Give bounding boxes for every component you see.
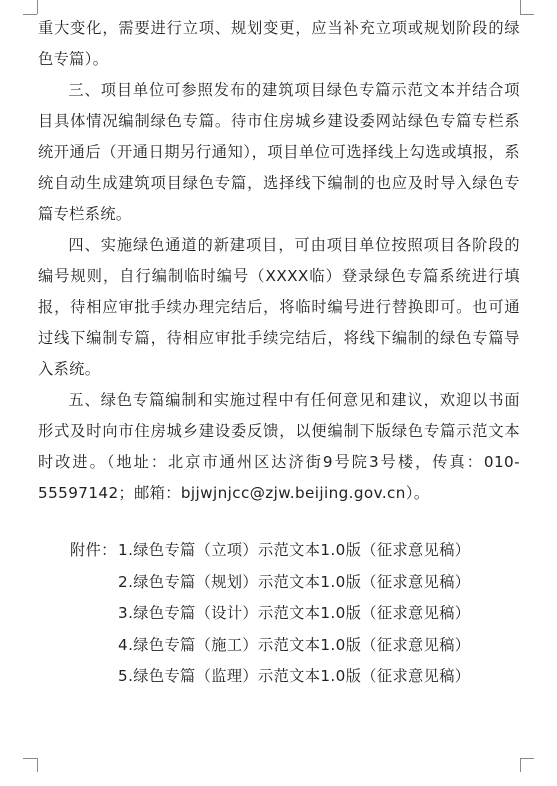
crop-mark-top-left-horizontal [23,14,37,15]
attachment-title: 绿色专篇（规划）示范文本1.0版（征求意见稿） [133,572,471,591]
paragraph-item-5: 五、绿色专篇编制和实施过程中有任何意见和建议，欢迎以书面形式及时向市住房城乡建设委反馈，以便编制下版绿色专篇示范文本时改进。（地址：北京市通州区达济街9号院3号楼，传真：010-55597142；邮箱：bjjwjnjcc@zjw.beijing.gov.cn）。 [38,391,520,502]
attachment-item [70,535,520,567]
attachment-indent [70,598,118,630]
attachment-number: 1. [118,541,134,559]
attachments-list [70,535,520,693]
attachment-indent [70,630,118,662]
crop-mark-top-left-vertical [37,0,38,14]
crop-mark-top-right-vertical [520,0,521,14]
attachment-item [70,661,520,693]
crop-mark-top-right-horizontal [520,14,534,15]
crop-mark-bottom-left-vertical [37,758,38,772]
attachment-title: 绿色专篇（设计）示范文本1.0版（征求意见稿） [133,604,471,622]
attachment-number: 2. [118,572,134,591]
attachment-number: 5. [118,667,134,685]
document-body [38,13,520,509]
attachment-title: 绿色专篇（监理）示范文本1.0版（征求意见稿） [133,667,471,685]
paragraph-continuation: 重大变化，需要进行立项、规划变更，应当补充立项或规划阶段的绿色专篇）。 [38,19,520,68]
attachment-indent [70,661,118,693]
attachment-number: 3. [118,604,134,622]
attachments-label: 附件： [70,541,117,559]
attachment-number: 4. [118,635,134,654]
paragraph-item-3: 三、项目单位可参照发布的建筑项目绿色专篇示范文本并结合项目具体情况编制绿色专篇。待市住房城乡建设委网站绿色专篇专栏系统开通后（开通日期另行通知），项目单位可选择线上勾选或填报，系统自动生成建筑项目绿色专篇，选择线下编制的也应及时导入绿色专篇专栏系统。 [38,81,520,223]
crop-mark-bottom-right-vertical [520,758,521,772]
crop-mark-bottom-right-horizontal [520,758,534,759]
attachment-title: 绿色专篇（施工）示范文本1.0版（征求意见稿） [133,635,471,654]
attachment-item [70,630,520,662]
attachment-item [70,598,520,630]
attachment-title: 绿色专篇（立项）示范文本1.0版（征求意见稿） [133,541,471,559]
paragraph-item-4: 四、实施绿色通道的新建项目，可由项目单位按照项目各阶段的编号规则，自行编制临时编号（XXXX临）登录绿色专篇系统进行填报，待相应审批手续办理完结后，将临时编号进行替换即可。也可通过线下编制专篇，待相应审批手续完结后，将线下编制的绿色专篇导入系统。 [38,236,520,378]
attachment-indent [70,567,118,599]
crop-mark-bottom-left-horizontal [23,758,37,759]
attachment-item [70,567,520,599]
